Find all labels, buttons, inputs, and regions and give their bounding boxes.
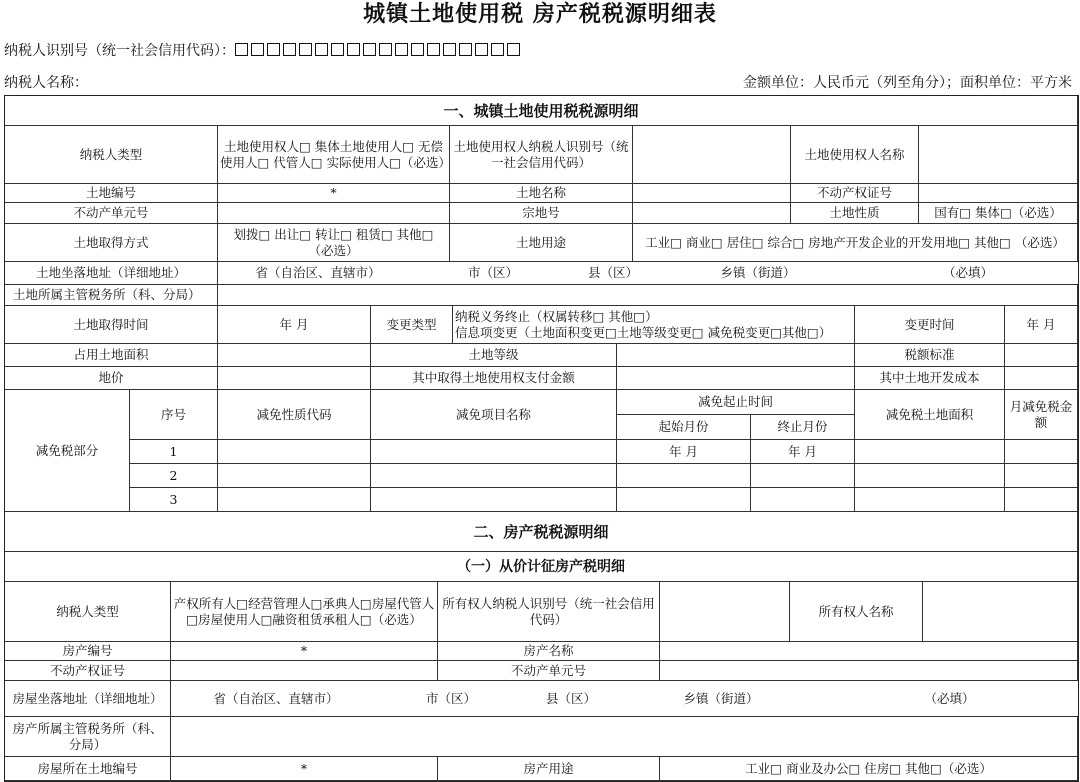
house-taxpayer-type-options[interactable]: 产权所有人□经营管理人□承典人□房屋代管人□房屋使用人□融资租赁承租人□（必选） (171, 582, 438, 642)
label-relief-period: 减免起止时间 (617, 390, 855, 415)
relief-area-field[interactable] (855, 464, 1005, 488)
label-owner-id: 所有权人纳税人识别号（统一社会信用代码） (438, 582, 660, 642)
id-digit-box[interactable] (299, 43, 312, 56)
id-digit-box[interactable] (283, 43, 296, 56)
label-house-taxpayer-type: 纳税人类型 (5, 582, 171, 642)
tax-office-field[interactable] (218, 285, 1078, 306)
label-tax-office: 土地所属主管税务所（科、分局） (5, 285, 218, 306)
id-digit-box[interactable] (507, 43, 520, 56)
taxpayer-type-options[interactable]: 土地使用权人□ 集体土地使用人□ 无偿使用人□ 代管人□ 实际使用人□（必选） (218, 126, 450, 184)
id-digit-box[interactable] (411, 43, 424, 56)
label-end-month: 终止月份 (751, 415, 855, 440)
relief-area-field[interactable] (855, 488, 1005, 512)
id-digit-box[interactable] (347, 43, 360, 56)
house-unit-no-field[interactable] (660, 661, 1078, 681)
id-digit-box[interactable] (235, 43, 248, 56)
house-addr-town[interactable]: 乡镇（街道） (621, 681, 821, 717)
addr-province[interactable]: 省（自治区、直辖市） (218, 262, 418, 285)
label-taxpayer-type: 纳税人类型 (5, 126, 218, 184)
acquire-way-options[interactable]: 划拨□ 出让□ 转让□ 租赁□ 其他□ （必选） (218, 224, 450, 262)
label-house-no: 房产编号 (5, 642, 171, 661)
label-parcel-no: 宗地号 (450, 203, 633, 224)
user-id-field[interactable] (633, 126, 791, 184)
id-digit-box[interactable] (331, 43, 344, 56)
id-digit-box[interactable] (315, 43, 328, 56)
label-dev-cost: 其中土地开发成本 (855, 367, 1005, 390)
id-digit-box[interactable] (267, 43, 280, 56)
label-relief-part: 减免税部分 (5, 390, 130, 512)
section2-subtitle: （一）从价计征房产税明细 (5, 552, 1078, 582)
form-title: 城镇土地使用税 房产税税源明细表 (363, 1, 717, 27)
land-name-field[interactable] (633, 184, 791, 203)
house-use-options[interactable]: 工业□ 商业及办公□ 住房□ 其他□（必选） (660, 757, 1078, 781)
end-month-field[interactable] (751, 464, 855, 488)
label-user-name: 土地使用权人名称 (791, 126, 919, 184)
relief-area-field[interactable] (855, 440, 1005, 464)
user-name-field[interactable] (919, 126, 1078, 184)
land-nature-options[interactable]: 国有□ 集体□（必选） (919, 203, 1078, 224)
relief-code-field[interactable] (218, 488, 371, 512)
label-house-unit-no: 不动产单元号 (438, 661, 660, 681)
land-grade-field[interactable] (617, 344, 855, 367)
label-relief-item: 减免项目名称 (371, 390, 617, 440)
cert-no-field[interactable] (919, 184, 1078, 203)
label-use-right-fee: 其中取得土地使用权支付金额 (371, 367, 617, 390)
relief-code-field[interactable] (218, 464, 371, 488)
label-house-land-no: 房屋所在土地编号 (5, 757, 171, 781)
label-land-nature: 土地性质 (791, 203, 919, 224)
addr-city[interactable]: 市（区） (418, 262, 568, 285)
id-digit-box[interactable] (395, 43, 408, 56)
tax-standard-field[interactable] (1005, 344, 1078, 367)
label-land-name: 土地名称 (450, 184, 633, 203)
monthly-relief-field[interactable] (1005, 464, 1078, 488)
use-right-fee-field[interactable] (617, 367, 855, 390)
land-price-field[interactable] (218, 367, 371, 390)
id-digit-box[interactable] (363, 43, 376, 56)
monthly-relief-field[interactable] (1005, 488, 1078, 512)
unit-no-field[interactable] (218, 203, 450, 224)
change-type-options[interactable] (453, 306, 855, 344)
id-digit-box[interactable] (427, 43, 440, 56)
house-land-no-field[interactable]: * (171, 757, 438, 781)
start-month-field[interactable] (617, 488, 751, 512)
addr-required: （必填） (858, 262, 1078, 285)
label-change-time: 变更时间 (855, 306, 1005, 344)
id-digit-box[interactable] (491, 43, 504, 56)
land-no-field[interactable]: * (218, 184, 450, 203)
house-name-field[interactable] (660, 642, 1078, 661)
label-land-no: 土地编号 (5, 184, 218, 203)
house-addr-required: （必填） (821, 681, 1078, 717)
land-area-field[interactable] (218, 344, 371, 367)
taxpayer-id-line (4, 40, 523, 60)
label-relief-area: 减免税土地面积 (855, 390, 1005, 440)
label-tax-standard: 税额标准 (855, 344, 1005, 367)
taxpayer-id-boxes[interactable] (235, 43, 523, 59)
label-change-type: 变更类型 (371, 306, 453, 344)
start-month-field[interactable]: 年 月 (617, 440, 751, 464)
label-user-id: 土地使用权人纳税人识别号（统一社会信用代码） (450, 126, 633, 184)
label-land-grade: 土地等级 (371, 344, 617, 367)
house-tax-office-field[interactable] (171, 717, 1078, 757)
units-note: 金额单位：人民币元（列至角分）；面积单位：平方米 (743, 75, 1072, 91)
end-month-field[interactable] (751, 488, 855, 512)
house-addr-province[interactable]: 省（自治区、直辖市） (171, 681, 381, 717)
label-cert-no: 不动产权证号 (791, 184, 919, 203)
label-house-address: 房屋坐落地址（详细地址） (5, 681, 171, 717)
acquire-time-field[interactable]: 年 月 (218, 306, 371, 344)
label-house-use: 房产用途 (438, 757, 660, 781)
label-land-area: 占用土地面积 (5, 344, 218, 367)
label-acquire-way: 土地取得方式 (5, 224, 218, 262)
monthly-relief-field[interactable] (1005, 440, 1078, 464)
label-land-use: 土地用途 (450, 224, 633, 262)
taxpayer-name-label: 纳税人名称： (4, 75, 88, 91)
taxpayer-id-label: 纳税人识别号（统一社会信用代码）： (4, 43, 235, 59)
addr-county[interactable]: 县（区） (568, 262, 658, 285)
label-house-tax-office: 房产所属主管税务所（科、分局） (5, 717, 171, 757)
relief-item-field[interactable] (371, 464, 617, 488)
label-relief-code: 减免性质代码 (218, 390, 371, 440)
label-monthly-relief: 月减免税金额 (1005, 390, 1078, 440)
label-unit-no: 不动产单元号 (5, 203, 218, 224)
label-seq: 序号 (130, 390, 218, 440)
label-house-name: 房产名称 (438, 642, 660, 661)
id-digit-box[interactable] (475, 43, 488, 56)
label-start-month: 起始月份 (617, 415, 751, 440)
change-option-line: 纳税义务终止（权属转移□ 其他□） (455, 308, 658, 324)
tax-source-form (4, 95, 1079, 782)
house-no-field[interactable]: * (171, 642, 438, 661)
id-digit-box[interactable] (251, 43, 264, 56)
start-month-field[interactable] (617, 464, 751, 488)
change-option-line: 信息项变更（土地面积变更□土地等级变更□ 减免税变更□其他□） (455, 324, 832, 340)
label-acquire-time: 土地取得时间 (5, 306, 218, 344)
house-addr-city[interactable]: 市（区） (381, 681, 521, 717)
land-use-options[interactable]: 工业□ 商业□ 居住□ 综合□ 房地产开发企业的开发用地□ 其他□ （必选） (633, 224, 1078, 262)
owner-id-field[interactable] (660, 582, 790, 642)
relief-item-field[interactable] (371, 440, 617, 464)
relief-item-field[interactable] (371, 488, 617, 512)
relief-row-seq: 3 (130, 488, 218, 512)
dev-cost-field[interactable] (1005, 367, 1078, 390)
id-digit-box[interactable] (443, 43, 456, 56)
id-digit-box[interactable] (379, 43, 392, 56)
id-digit-box[interactable] (459, 43, 472, 56)
relief-row-seq: 2 (130, 464, 218, 488)
owner-name-field[interactable] (923, 582, 1078, 642)
section2-title: 二、房产税税源明细 (5, 512, 1078, 552)
change-time-field[interactable]: 年 月 (1005, 306, 1078, 344)
label-land-address: 土地坐落地址（详细地址） (5, 262, 218, 285)
parcel-no-field[interactable] (633, 203, 791, 224)
relief-row-seq: 1 (130, 440, 218, 464)
label-land-price: 地价 (5, 367, 218, 390)
section1-title: 一、城镇土地使用税税源明细 (5, 96, 1078, 126)
label-house-cert-no: 不动产权证号 (5, 661, 171, 681)
end-month-field[interactable]: 年 月 (751, 440, 855, 464)
house-cert-no-field[interactable] (171, 661, 438, 681)
relief-code-field[interactable] (218, 440, 371, 464)
addr-town[interactable]: 乡镇（街道） (658, 262, 858, 285)
house-addr-county[interactable]: 县（区） (521, 681, 621, 717)
label-owner-name: 所有权人名称 (790, 582, 923, 642)
